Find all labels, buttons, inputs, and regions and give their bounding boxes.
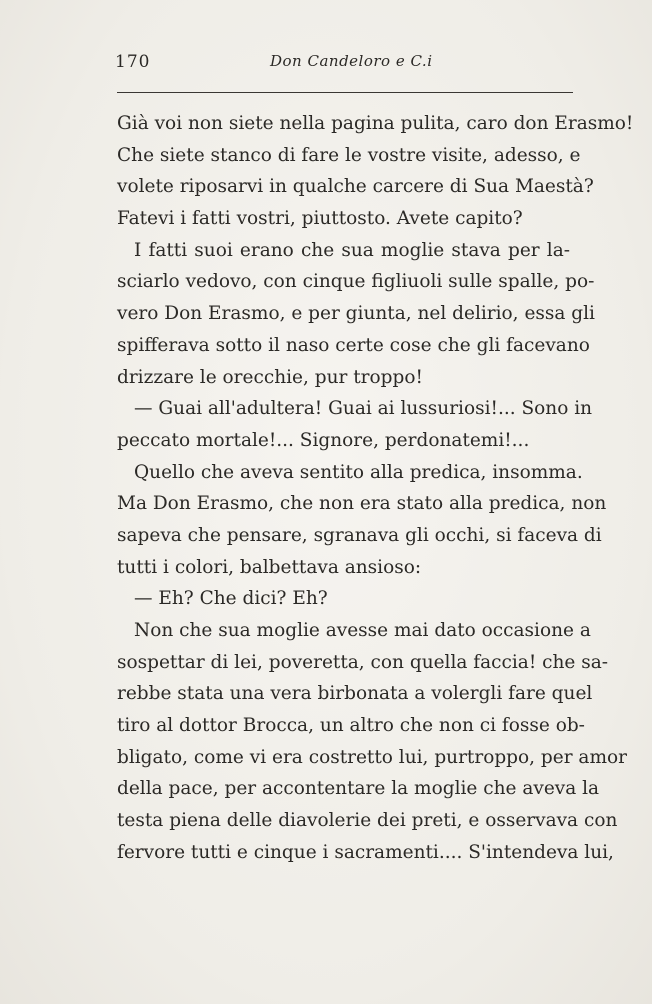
text-line: rebbe stata una vera birbonata a volergli fare quel: [117, 683, 593, 705]
page-number: 170: [115, 52, 151, 72]
text-line: vero Don Erasmo, e per giunta, nel delirio, essa gli: [117, 303, 595, 325]
text-line: sospettar di lei, poveretta, con quella faccia! che sa-: [117, 651, 609, 673]
text-line: drizzare le orecchie, pur troppo!: [117, 366, 423, 388]
text-line: sciarlo vedovo, con cinque figliuoli sulle spalle, po-: [117, 271, 595, 293]
text-line: peccato mortale!... Signore, perdonatemi!...: [117, 429, 530, 451]
text-line: testa piena delle diavolerie dei preti, e osservava con: [117, 810, 618, 832]
text-line: sapeva che pensare, sgranava gli occhi, si faceva di: [117, 524, 602, 546]
text-line: Già voi non siete nella pagina pulita, caro don Erasmo!: [117, 113, 634, 134]
text-line: fervore tutti e cinque i sacramenti.... S'intendeva lui,: [117, 841, 614, 863]
text-line: — Guai all'adultera! Guai ai lussuriosi!... Sono in: [134, 398, 593, 420]
page-header: [115, 52, 575, 76]
text-line: Fatevi i fatti vostri, piuttosto. Avete capito?: [117, 208, 523, 230]
text-line: volete riposarvi in qualche carcere di Sua Maestà?: [117, 176, 594, 198]
text-line: Che siete stanco di fare le vostre visite, adesso, e: [117, 144, 581, 166]
text-line: Ma Don Erasmo, che non era stato alla predica, non: [117, 493, 607, 515]
text-line: I fatti suoi erano che sua moglie stava per la-: [134, 239, 570, 261]
header-rule: [117, 92, 573, 93]
text-line: della pace, per accontentare la moglie che aveva la: [117, 778, 600, 800]
text-line: spifferava sotto il naso certe cose che gli facevano: [117, 334, 590, 356]
text-line: — Eh? Che dici? Eh?: [134, 588, 328, 610]
text-line: tutti i colori, balbettava ansioso:: [117, 556, 422, 578]
text-line: tiro al dottor Brocca, un altro che non ci fosse ob-: [117, 715, 585, 737]
text-line: Quello che aveva sentito alla predica, insomma.: [134, 461, 583, 483]
running-title: Don Candeloro e C.i: [270, 52, 433, 70]
text-line: bligato, come vi era costretto lui, purtroppo, per amor: [117, 746, 627, 768]
text-line: Non che sua moglie avesse mai dato occasione a: [134, 620, 591, 641]
body-text: [117, 108, 634, 869]
